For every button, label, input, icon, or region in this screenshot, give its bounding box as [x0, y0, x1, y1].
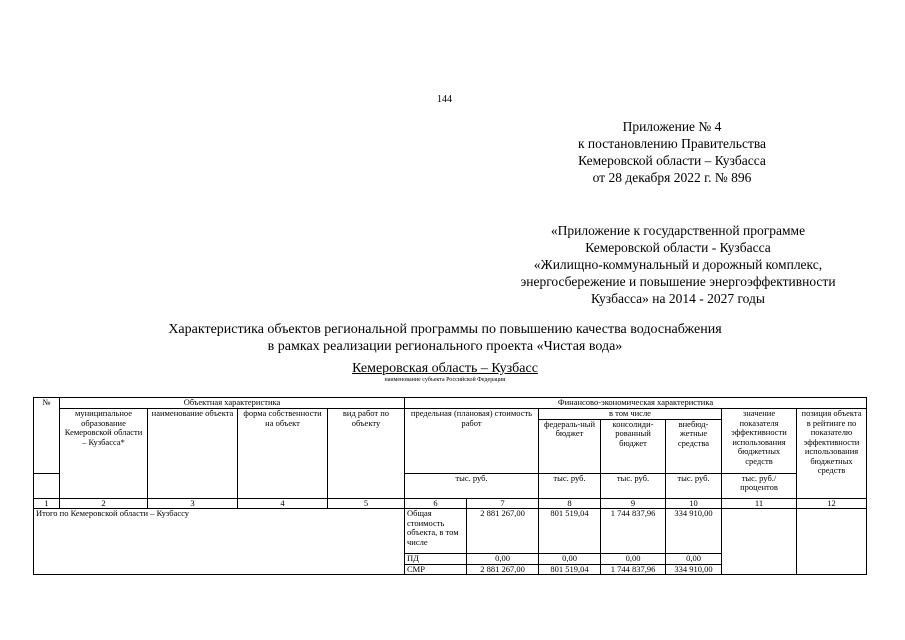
appendix-line: к постановлению Правительства [577, 136, 767, 151]
program-line: энергосбережение и повышение энергоэффективности [520, 274, 836, 289]
header-consolidated: консолиди-рованный бюджет [601, 419, 666, 473]
cost-value: 0,00 [467, 554, 539, 565]
extrabudget-value: 334 910,00 [666, 564, 722, 575]
header-no-continued [34, 473, 60, 498]
program-line: Кемеровской области - Кузбасса [585, 240, 771, 255]
header-federal: федераль-ный бюджет [539, 419, 601, 473]
program-line: «Приложение к государственной программе [550, 223, 806, 238]
region-caption: наименование субъекта Российской Федерации [384, 377, 506, 383]
federal-value: 0,00 [539, 554, 601, 565]
row-label: СМР [405, 564, 467, 575]
federal-value: 801 519,04 [539, 564, 601, 575]
header-ownership: форма собственности на объект [238, 409, 328, 499]
federal-value: 801 519,04 [539, 509, 601, 554]
header-work-type: вид работ по объекту [328, 409, 405, 499]
title-line: в рамках реализации регионального проекта «Чистая вода» [267, 339, 623, 354]
unit-extrabudget: тыс. руб. [666, 473, 722, 498]
column-number: 11 [722, 498, 797, 509]
appendix-line: Приложение № 4 [622, 119, 722, 134]
header-object-name: наименование объекта [148, 409, 238, 499]
title-line: Характеристика объектов региональной программы по повышению качества водоснабжения [168, 322, 722, 337]
program-line: «Жилищно-коммунальный и дорожный комплекс, [533, 257, 823, 272]
rating-value [797, 509, 867, 575]
unit-cost: тыс. руб. [405, 473, 539, 498]
header-cost: предельная (плановая) стоимость работ [405, 409, 539, 474]
header-rating: позиция объекта в рейтинге по показателю эффективности использования бюджетных средств [797, 409, 867, 499]
program-header [492, 222, 864, 307]
header-no: № [34, 398, 60, 474]
efficiency-value [722, 509, 797, 575]
document-title [95, 321, 795, 355]
column-number: 3 [148, 498, 238, 509]
table-row [34, 509, 867, 554]
row-label: ПД [405, 554, 467, 565]
header-efficiency: значение показателя эффективности использования бюджетных средств [722, 409, 797, 474]
header-financial-characteristic: Финансово-экономическая характеристика [405, 398, 867, 409]
cost-value: 2 881 267,00 [467, 564, 539, 575]
column-number: 8 [539, 498, 601, 509]
header-extrabudget: внебюд-жетные средства [666, 419, 722, 473]
appendix-line: Кемеровской области – Кузбасса [578, 153, 766, 168]
column-number: 2 [60, 498, 148, 509]
appendix-header [552, 118, 792, 186]
column-number: 1 [34, 498, 60, 509]
unit-federal: тыс. руб. [539, 473, 601, 498]
consolidated-value: 1 744 837,96 [601, 509, 666, 554]
page-number: 144 [437, 94, 452, 105]
row-label: Общая стоимость объекта, в том числе [405, 509, 467, 554]
column-number: 4 [238, 498, 328, 509]
consolidated-value: 0,00 [601, 554, 666, 565]
column-number: 10 [666, 498, 722, 509]
header-municipality: муниципальное образование Кемеровской области – Кузбасса* [60, 409, 148, 499]
column-number: 9 [601, 498, 666, 509]
header-including: в том числе [539, 409, 722, 420]
cost-value: 2 881 267,00 [467, 509, 539, 554]
column-number: 12 [797, 498, 867, 509]
consolidated-value: 1 744 837,96 [601, 564, 666, 575]
characteristics-table [33, 397, 867, 575]
header-object-characteristic: Объектная характеристика [60, 398, 405, 409]
unit-efficiency: тыс. руб./ процентов [722, 473, 797, 498]
column-number: 5 [328, 498, 405, 509]
region-name: Кемеровская область – Кузбасс [352, 361, 538, 376]
program-line: Кузбасса» на 2014 - 2027 годы [591, 291, 765, 306]
column-number: 7 [467, 498, 539, 509]
column-number: 6 [405, 498, 467, 509]
extrabudget-value: 334 910,00 [666, 509, 722, 554]
total-label: Итого по Кемеровской области – Кузбассу [34, 509, 405, 575]
unit-consolidated: тыс. руб. [601, 473, 666, 498]
extrabudget-value: 0,00 [666, 554, 722, 565]
column-number-row [34, 498, 867, 509]
appendix-line: от 28 декабря 2022 г. № 896 [592, 170, 752, 185]
